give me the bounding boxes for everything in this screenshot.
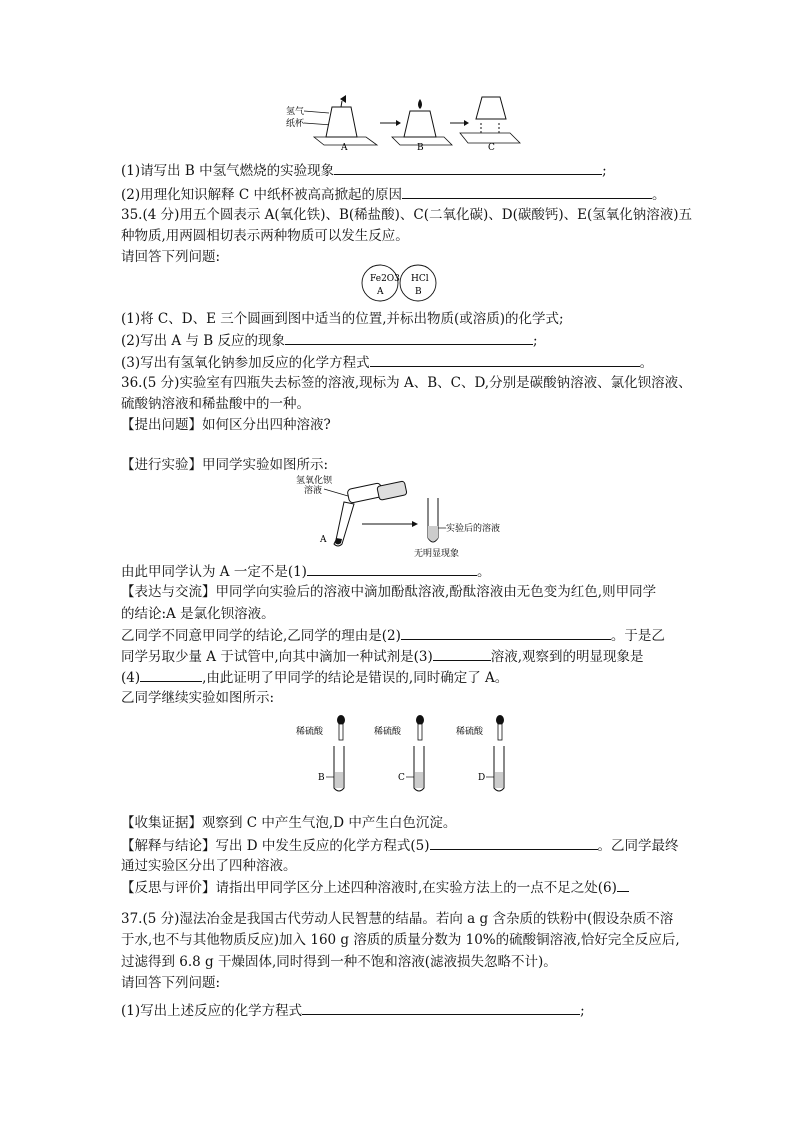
tube-d-set [456,715,504,791]
circle-b-letter: B [415,287,422,297]
q34-part1: (1)请写出 B 中氢气燃烧的实验现象 ; [121,163,607,179]
answer-blank-4[interactable] [140,668,202,682]
q36-line12: 【收集证据】观察到 C 中产生气泡,D 中产生白色沉淀。 [121,815,457,831]
q36-line13: 【解释与结论】写出 D 中发生反应的化学方程式(5) 。乙同学最终 [121,838,679,854]
q36-line4: 【进行实验】甲同学实验如图所示: [121,457,329,473]
q37-line3: 过滤得到 6.8 g 干燥固体,同时得到一种不饱和溶液(滤液损失忽略不计)。 [121,954,557,970]
tube-b-set [296,715,345,791]
fig1-label-c: C [488,143,495,151]
fig2-label-after: 实验后的溶液 [446,524,501,534]
fig3-label-b: B [318,773,325,783]
circle-a-letter: A [377,287,384,297]
answer-blank[interactable] [285,331,533,345]
answer-blank-3[interactable] [433,647,491,661]
sulfuric-acid-test-figure [296,714,536,794]
q36-line11: 乙同学继续实验如图所示: [121,690,275,706]
circle-b-formula: HCl [411,274,429,284]
q36-line9: 同学另取少量 A 于试管中,向其中滴加一种试剂是(3) 溶液,观察到的明显现象是 [121,649,644,665]
q37-part1: (1)写出上述反应的化学方程式 ; [121,1003,585,1019]
answer-blank[interactable] [302,1001,580,1015]
answer-blank[interactable] [334,161,602,175]
fig1-label-b: B [417,143,424,151]
fig1-label-hydrogen: 氢气 [286,107,305,117]
fig3-label-acid-1: 稀硫酸 [296,727,324,737]
fig2-label-a: A [320,535,327,545]
q36-line14: 通过实验区分出了四种溶液。 [121,858,297,874]
fig3-label-d: D [478,773,486,783]
fig3-label-acid-3: 稀硫酸 [456,727,484,737]
answer-blank[interactable] [402,185,652,199]
fig2-label-no-change: 无明显现象 [414,549,460,558]
q37-line1: 37.(5 分)湿法冶金是我国古代劳动人民智慧的结晶。若向 a g 含杂质的铁粉中(假设杂质不溶 [121,911,674,927]
q36-line3: 【提出问题】如何区分出四种溶液? [121,417,331,433]
q36-line1: 36.(5 分)实验室有四瓶失去标签的溶液,现标为 A、B、C、D,分别是碳酸钠溶液、氯化钡溶液、 [121,375,692,391]
answer-blank-2[interactable] [401,626,611,640]
q37-line2: 于水,也不与其他物质反应)加入 160 g 溶质的质量分数为 10%的硫酸铜溶液,恰好完全反应后, [121,932,680,948]
tangent-circles-figure [360,263,440,305]
q36-line5: 由此甲同学认为 A 一定不是(1) 。 [121,564,491,580]
fig3-label-c: C [398,773,405,783]
q34-part2: (2)用理化知识解释 C 中纸杯被高高掀起的原因 。 [121,187,666,203]
q36-line10: (4) ,由此证明了甲同学的结论是错误的,同时确定了 A。 [121,670,509,686]
q37-line4: 请回答下列问题: [121,975,221,991]
fig2-label-reagent: 氢氧化钡 [296,476,333,486]
q36-line15: 【反思与评价】请指出甲同学区分上述四种溶液时,在实验方法上的一点不足之处(6) [121,878,629,897]
answer-blank-1[interactable] [307,562,477,576]
q35-line1: 35.(4 分)用五个圆表示 A(氧化铁)、B(稀盐酸)、C(二氧化碳)、D(碳酸钙)、E(氢氧化钠溶液)五 [121,207,693,223]
answer-blank[interactable] [370,353,640,367]
barium-hydroxide-experiment-figure [290,474,530,558]
fig3-label-acid-2: 稀硫酸 [374,727,402,737]
circle-a-formula: Fe2O3 [370,274,400,284]
fig2-label-solution: 溶液 [304,486,323,496]
q35-part2: (2)写出 A 与 B 反应的现象 ; [121,333,538,349]
q35-line3: 请回答下列问题: [121,249,221,265]
paper-cup-experiment-figure [284,93,524,151]
fig1-label-a: A [341,143,348,151]
q36-line2: 硫酸钠溶液和稀盐酸中的一种。 [121,396,310,412]
tube-c-set [374,715,424,791]
q35-line2: 种物质,用两圆相切表示两种物质可以发生反应。 [121,228,409,244]
q36-line7: 的结论:A 是氯化钡溶液。 [121,606,275,622]
q36-line6: 【表达与交流】甲同学向实验后的溶液中滴加酚酞溶液,酚酞溶液由无色变为红色,则甲同学 [121,584,657,600]
answer-blank-5[interactable] [430,836,598,850]
q35-part1: (1)将 C、D、E 三个圆画到图中适当的位置,并标出物质(或溶质)的化学式; [121,311,564,327]
q35-part3: (3)写出有氢氧化钠参加反应的化学方程式 。 [121,355,654,371]
answer-blank-6[interactable] [617,878,629,892]
q36-line8: 乙同学不同意甲同学的结论,乙同学的理由是(2) 。于是乙 [121,628,665,644]
fig1-label-cup: 纸杯 [286,119,305,129]
